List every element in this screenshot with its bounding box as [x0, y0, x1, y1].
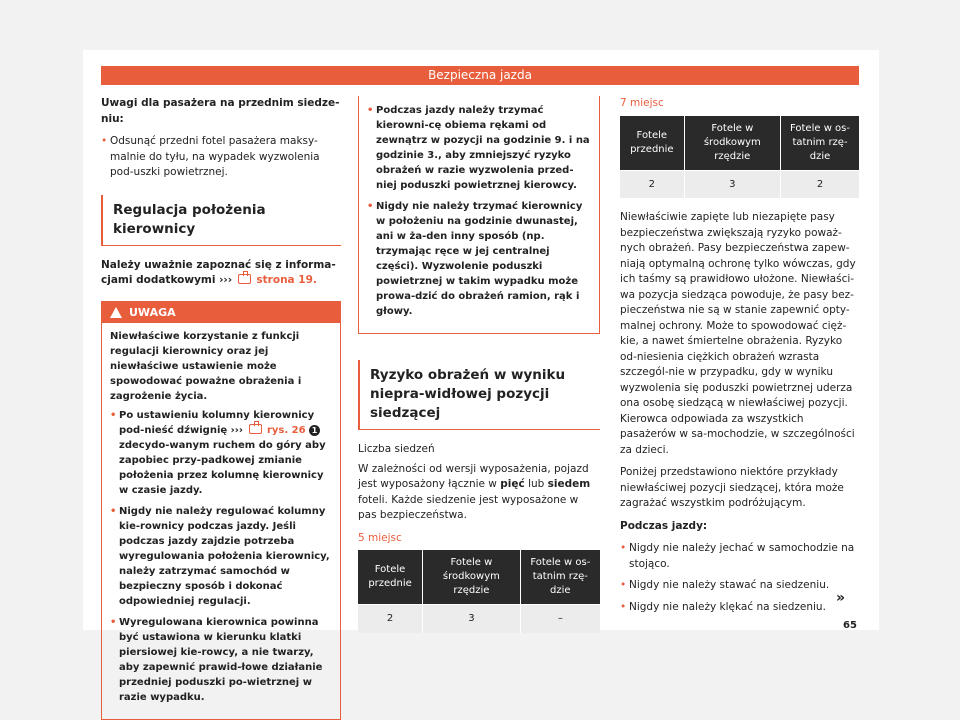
- warning-bullet-1-post: zdecydo-wanym ruchem do góry aby zapobiec przy-padkowej zmianie położenia przez kolumnę kierownicy w czasie jazdy.: [119, 440, 326, 496]
- book-icon: [249, 424, 262, 434]
- warning-bullet-1: [110, 408, 332, 498]
- callout-number: 1: [309, 425, 320, 436]
- continue-mark: »: [836, 590, 845, 606]
- warning-bullet-2: • Nigdy nie należy regulować kolumny kie-rownicy podczas jazdy. Jeśli podczas jazdy zajdzie potrzeba wyregulowania położenia kierownicy, należy zatrzymać samochód w bezpieczny sposób i dokonać odpowiedniej regulacji.: [110, 504, 332, 609]
- table-cell: –: [520, 605, 600, 633]
- warning-triangle-icon: [110, 307, 122, 318]
- warning-bullet-1-pre: Po ustawieniu kolumny kierownicy pod-nieść dźwignię ›››: [119, 410, 314, 436]
- driving-bullet-1: • Nigdy nie należy jechać w samochodzie na stojąco.: [620, 541, 859, 572]
- seats-table-5: [358, 550, 600, 633]
- table-header-row: [620, 116, 859, 171]
- warning-body: [102, 323, 340, 719]
- section-title-steering: Regulacja położenia kierownicy: [101, 195, 341, 246]
- table-header-cell: Fotele w os-tatnim rzę-dzie: [781, 116, 859, 171]
- middle-column: [358, 96, 600, 633]
- table-label-5: 5 miejsc: [358, 531, 600, 547]
- driving-bullet-2: • Nigdy nie należy stawać na siedzeniu.: [620, 578, 859, 594]
- table-cell: 3: [684, 170, 780, 198]
- table-cell: 2: [358, 605, 423, 633]
- table-header-row: [358, 550, 600, 605]
- intro-bold: Należy uważnie zapoznać się z informa-cjami dodatkowymi ›››: [101, 259, 336, 287]
- passenger-heading: Uwagi dla pasażera na przednim siedze-niu:: [101, 96, 341, 127]
- figure-link[interactable]: rys. 26: [267, 425, 306, 436]
- left-column: [101, 96, 341, 720]
- seats-text-or: lub: [528, 478, 544, 490]
- section-title-seating: Ryzyko obrażeń w wyniku niepra-widłowej pozycji siedzącej: [358, 360, 600, 430]
- table-header-cell: Fotele w środkowym rzędzie: [423, 550, 521, 605]
- warning-bullet-5: • Nigdy nie należy trzymać kierownicy w położeniu na godzinie dwunastej, ani w ża-den inny sposób (np. trzymając ręce w jej centralnej części). Wyzwolenie poduszki powietrznej w takim wypadku może prowa-dzić do obrażeń ramion, rąk i głowy.: [367, 199, 591, 319]
- seats-table-7: [620, 116, 859, 199]
- driving-subheading: Podczas jazdy:: [620, 519, 859, 535]
- seats-text-seven: siedem: [548, 478, 591, 490]
- warning-bullet-4: • Podczas jazdy należy trzymać kierowni-cę obiema rękami od zewnątrz w pozycji na godzinie 9. i na godzinie 3., aby zmniejszyć ryzyko obrażeń w razie wyzwolenia przed-niej poduszki powietrznej kierowcy.: [367, 103, 591, 193]
- table-header-cell: Fotele w os-tatnim rzę-dzie: [520, 550, 600, 605]
- driving-bullet-3: • Nigdy nie należy klękać na siedzeniu.: [620, 600, 859, 616]
- seats-text: [358, 462, 600, 524]
- passenger-bullet: • Odsunąć przedni fotel pasażera maksy-malnie do tyłu, na wypadek wyzwolenia pod-uszki powietrznej.: [101, 134, 341, 181]
- chapter-header: Bezpieczna jazda: [101, 66, 859, 85]
- seats-text-post: foteli. Każde siedzenie jest wyposażone w pas bezpieczeństwa.: [358, 494, 578, 522]
- warning-header: [102, 302, 340, 324]
- seats-subheading: Liczba siedzeń: [358, 442, 600, 458]
- table-header-cell: Fotele przednie: [620, 116, 684, 171]
- warning-title: UWAGA: [129, 305, 176, 321]
- table-cell: 2: [620, 170, 684, 198]
- table-header-cell: Fotele w środkowym rzędzie: [684, 116, 780, 171]
- intro-page-link[interactable]: strona 19.: [256, 274, 316, 286]
- table-row: [620, 170, 859, 198]
- table-header-cell: Fotele przednie: [358, 550, 423, 605]
- seats-text-pre: W zależności od wersji wyposażenia, pojazd jest wyposażony łącznie w: [358, 463, 589, 491]
- warning-continuation: [358, 96, 600, 334]
- table-cell: 3: [423, 605, 521, 633]
- table-cell: 2: [781, 170, 859, 198]
- seats-text-five: pięć: [500, 478, 524, 490]
- table-label-7: 7 miejsc: [620, 96, 859, 112]
- warning-box: [101, 301, 341, 720]
- right-column: [620, 96, 859, 621]
- page-number: 65: [843, 620, 857, 631]
- seating-paragraph-2: Poniżej przedstawiono niektóre przykłady niewłaściwej pozycji siedzącej, która może zagrażać wszystkim podróżującym.: [620, 465, 859, 512]
- warning-bullet-3: • Wyregulowana kierownica powinna być ustawiona w kierunku klatki piersiowej kie-rowcy, a nie twarzy, aby zapewnić prawid-łowe działanie przedniej poduszki po-wietrznej w razie wypadku.: [110, 615, 332, 705]
- seating-paragraph-1: Niewłaściwie zapięte lub niezapięte pasy bezpieczeństwa zwiększają ryzyko poważ-nych obrażeń. Pasy bezpieczeństwa zapew-niają optymalną ochronę tylko wówczas, gdy ich taśmy są prawidłowo ułożone. Niewłaści-wa pozycja siedząca powoduje, że pasy bez-pieczeństwa nie są w stanie zapewnić opty-malnej ochrony. Może to spowodować cięż-kie, a nawet śmiertelne obrażenia. Ryzyko od-niesienia ciężkich obrażeń wzrasta szczegól-nie w przypadku, gdy w wyniku wyzwolenia się poduszki powietrznej uderza ona osobę siedzącą w niewłaściwej pozycji. Kierowca odpowiada za wszystkich pasażerów w sa-mochodzie, w szczególności za dzieci.: [620, 210, 859, 458]
- table-row: [358, 605, 600, 633]
- warning-paragraph: Niewłaściwe korzystanie z funkcji regulacji kierownicy oraz jej niewłaściwe ustawienie może spowodować poważne obrażenia i zagrożenie życia.: [110, 329, 332, 404]
- intro-text: [101, 258, 341, 289]
- book-icon: [238, 274, 251, 284]
